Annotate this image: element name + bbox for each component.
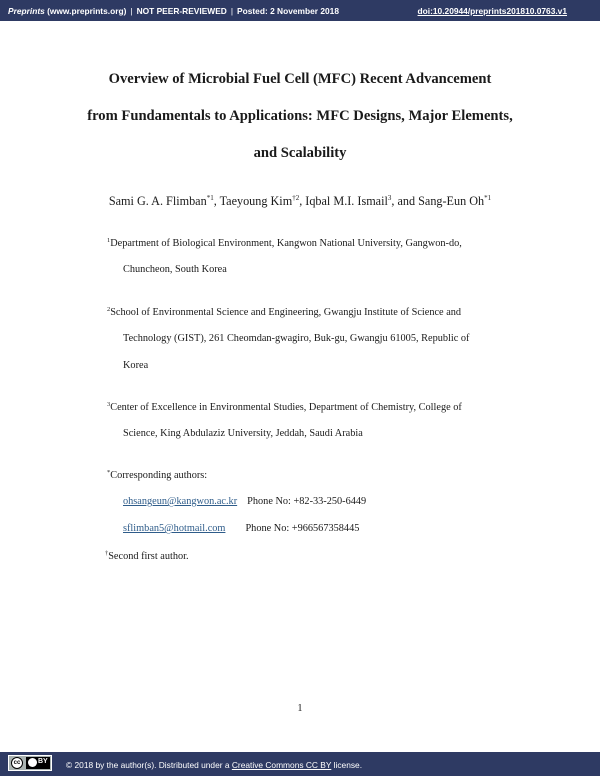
author-name: Sang-Eun Oh: [418, 194, 485, 208]
second-first-author-text: Second first author.: [108, 551, 189, 562]
license-text: [66, 760, 362, 770]
affiliation-number: 2: [107, 306, 111, 313]
affiliation-2-line-2: Technology (GIST), 261 Cheomdan-gwagiro, Buk-gu, Gwangju 61005, Republic of: [123, 333, 470, 344]
affiliation-number: 3: [107, 401, 111, 408]
phone-number: Phone No: +966567358445: [245, 523, 360, 534]
affiliation-text: School of Environmental Science and Engineering, Gwangju Institute of Science and: [110, 307, 462, 318]
by-label: BY: [38, 758, 48, 765]
affiliation-3-line-2: Science, King Abdulaziz University, Jeddah, Saudi Arabia: [123, 428, 363, 439]
corresponding-row-1: [123, 496, 366, 507]
dagger-mark: †: [105, 550, 109, 557]
affiliation-1-line-1: [107, 237, 462, 249]
person-icon: [28, 758, 37, 767]
peer-review-status: NOT PEER-REVIEWED: [136, 6, 227, 16]
author-name: Iqbal M.I. Ismail: [305, 194, 388, 208]
author-affiliation-mark: †2: [292, 194, 300, 202]
affiliation-1-line-2: Chuncheon, South Korea: [123, 264, 227, 275]
preprints-brand: Preprints: [8, 6, 45, 16]
preprint-header-bar: [0, 0, 600, 21]
email-link[interactable]: sflimban5@hotmail.com: [123, 523, 226, 534]
affiliation-text: Department of Biological Environment, Kangwon National University, Gangwon-do,: [110, 238, 462, 249]
author-separator: ,: [213, 194, 220, 208]
phone-number: Phone No: +82-33-250-6449: [247, 496, 367, 507]
author-affiliation-mark: *1: [206, 194, 214, 202]
page-number: 1: [297, 703, 303, 714]
posted-date: Posted: 2 November 2018: [237, 6, 339, 16]
cc-by-badge-icon[interactable]: [8, 755, 52, 771]
affiliation-2-line-3: Korea: [123, 360, 149, 371]
corresponding-label-text: Corresponding authors:: [110, 470, 208, 481]
preprints-site[interactable]: (www.preprints.org): [47, 6, 127, 16]
author-affiliation-mark: 3: [387, 194, 392, 202]
affiliation-3-line-1: [107, 401, 462, 413]
license-prefix: © 2018 by the author(s). Distributed under a: [66, 760, 232, 770]
affiliation-number: 1: [107, 237, 111, 244]
second-first-author-note: [105, 550, 189, 562]
author-name: Taeyoung Kim: [219, 194, 293, 208]
doi-link[interactable]: doi:10.20944/preprints201810.0763.v1: [417, 6, 567, 16]
creative-commons-icon: cc: [11, 757, 23, 769]
license-suffix: license.: [331, 760, 363, 770]
attribution-icon: [26, 757, 50, 769]
license-footer-bar: [0, 752, 600, 776]
author-separator: ,: [299, 194, 306, 208]
corresponding-authors-label: [107, 469, 207, 481]
header-left: [8, 6, 339, 16]
header-separator: |: [230, 6, 234, 16]
email-link[interactable]: ohsangeun@kangwon.ac.kr: [123, 496, 238, 507]
author-affiliation-mark: *1: [484, 194, 492, 202]
paper-title-line-1: Overview of Microbial Fuel Cell (MFC) Recent Advancement: [108, 71, 492, 87]
license-link[interactable]: Creative Commons CC BY: [231, 760, 332, 770]
corresponding-mark: *: [107, 469, 111, 476]
author-list: [0, 194, 600, 209]
header-separator: |: [130, 6, 133, 16]
affiliation-text: Center of Excellence in Environmental Studies, Department of Chemistry, College of: [110, 402, 462, 413]
author-name: Sami G. A. Flimban: [108, 194, 207, 208]
paper-title-line-3: and Scalability: [253, 145, 347, 161]
paper-title-line-2: from Fundamentals to Applications: MFC Designs, Major Elements,: [87, 108, 513, 124]
affiliation-2-line-1: [107, 306, 461, 318]
corresponding-row-2: [123, 523, 359, 534]
author-separator: , and: [391, 194, 419, 208]
